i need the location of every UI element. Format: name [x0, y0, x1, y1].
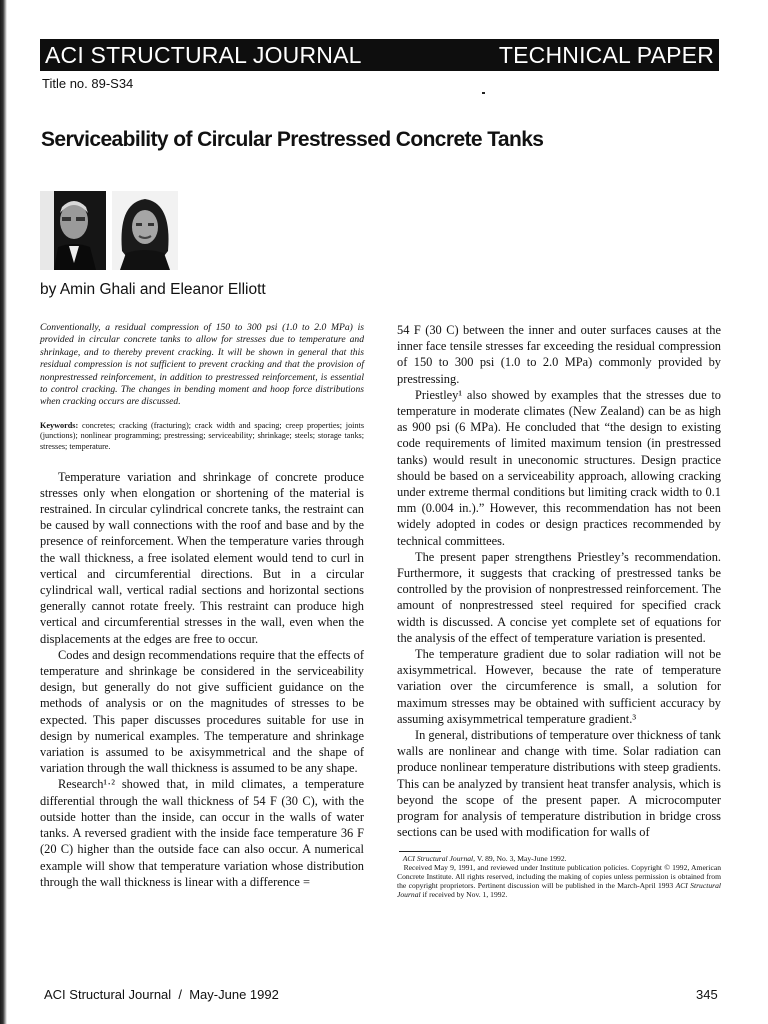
- left-body: [40, 469, 364, 890]
- scan-speck: [482, 92, 485, 94]
- abstract: Conventionally, a residual compression of 150 to 300 psi (1.0 to 2.0 MPa) is provided in circular concrete tanks to allow for stresses due to temperature and shrinkage, and to thereby prevent cracking. It will be shown in general that this residual compression is not sufficient to prevent cracking and that the provision of nonprestressed reinforcement, in addition to prestressed reinforcement, is essential to control cracking. The changes in bending moment and hoop force distributions when cracking occurs are discussed.: [40, 322, 364, 408]
- author-byline: by Amin Ghali and Eleanor Elliott: [40, 281, 266, 298]
- author-photo-elliott: [112, 191, 178, 270]
- paragraph: Research¹·² showed that, in mild climates, a temperature differential through the wall thickness of 54 F (30 C), with the outside hotter than the inside, can occur in the walls of water tanks. A reversed gradient with the inside face temperature 36 F (20 C) higher than the outside face can also occur. A numerical example will show that temperature variation whose distribution through the wall thickness is linear with a difference =: [40, 777, 364, 889]
- footnote-rule: [399, 851, 441, 852]
- paragraph: Temperature variation and shrinkage of concrete produce stresses only when elongation or shortening of the material is restrained. In circular cylindrical concrete tanks, the restraint can be caused by wall connections with the roof and base and by the presence of reinforcement. When the temperature varies through the wall thickness, a free isolated element would tend to curl in vertical and circumferential directions. But in a circular cylindrical wall, vertical radial sections and horizontal sections generally cannot rotate freely. This restraint can produce high vertical and circumferential stresses in the wall, even when the displacements at the edges are free to occur.: [40, 469, 364, 646]
- footnote-volume: V. 89, No. 3, May-June 1992.: [476, 853, 567, 863]
- left-column: [40, 322, 364, 890]
- section-label: TECHNICAL PAPER: [498, 41, 714, 68]
- paragraph: The present paper strengthens Priestley’s recommendation. Furthermore, it suggests that cracking of prestressed tanks be controlled by the provision of nonprestressed reinforcement. The amount of nonprestressed steel required for specified crack width is discussed. A concise yet complete set of equations for the analysis of the effect of temperature variation is presented.: [397, 549, 721, 645]
- scan-edge: [0, 0, 7, 1024]
- paragraph: 54 F (30 C) between the inner and outer surfaces causes at the inner face tensile stresses far exceeding the residual compression of 150 to 300 psi (1.0 to 2.0 MPa) commonly provided by prestressing.: [397, 323, 721, 386]
- footnote-received-text: Received May 9, 1991, and reviewed under Institute publication policies. Copyright © 1992, American Concrete Institute. All rights reserved, including the making of copies unless permission is obtained from the copyright proprietors. Pertinent discussion will be published in the March-April 1993: [397, 862, 721, 891]
- paper-title: Serviceability of Circular Prestressed Concrete Tanks: [41, 128, 544, 151]
- footnote-citation: [397, 854, 721, 863]
- keywords-label: Keywords:: [40, 420, 79, 430]
- portrait-female-icon: [112, 191, 178, 270]
- paragraph: Priestley¹ also showed by examples that the stresses due to temperature in moderate climates (New Zealand) can be as high as 900 psi (6 MPa). He concluded that “the design to existing code requirements of limited maximum tension (in prestressed tanks) would result in uneconomic structures. Design practice should be based on a serviceability approach, allowing cracking under extreme thermal conditions but limiting crack width to 0.1 mm (0.004 in.).” However, this recommendation has not been widely adopted in codes or design practices recommended by technical committees.: [397, 387, 721, 548]
- keywords-text: concretes; cracking (fracturing); crack width and spacing; creep properties; joints (junctions); nonlinear programming; prestressing; serviceability; shrinkage; steels; storage tanks; stresses; temperature.: [40, 420, 365, 452]
- author-photo-ghali: [40, 191, 106, 270]
- right-body: [397, 322, 721, 841]
- footer-journal: [44, 987, 279, 1002]
- paragraph: Codes and design recommendations require that the effects of temperature and shrinkage be considered in the serviceability design, but generally do not give sufficient guidance on the methods of analysis or on the magnitudes of stresses to be expected. This paper discusses procedures suitable for use in design by numerical examples. The temperature and shrinkage variation is assumed to be axisymmetrical and the shape of variation through the wall thickness is assumed to be any shape.: [40, 647, 364, 776]
- footnote-discussion-text: if received by Nov. 1, 1992.: [422, 890, 508, 900]
- footnote-journal: ACI Structural Journal,: [402, 853, 476, 863]
- paragraph: The temperature gradient due to solar radiation will not be axisymmetrical. However, because the rate of temperature variation over the circumference is small, a solution for maximum stresses may be obtained with sufficient accuracy by assuming axisymmetrical temperature gradient.³: [397, 647, 721, 726]
- page-number: 345: [696, 987, 718, 1002]
- journal-name: ACI STRUCTURAL JOURNAL: [45, 41, 362, 68]
- title-number: Title no. 89-S34: [42, 76, 134, 91]
- footnote-discussion-journal: ACI Structural Journal: [397, 881, 721, 900]
- paragraph: In general, distributions of temperature over thickness of tank walls are nonlinear and change with time. Solar radiation can produce nonlinear temperature distributions with steep gradients. This can be analyzed by transient heat transfer analysis, which is beyond the scope of the present paper. A microcomputer program for analysis of temperature distribution in bridge cross sections can be used with modification for walls of: [397, 728, 721, 840]
- footnote-received: [397, 863, 721, 900]
- right-column: [397, 322, 721, 900]
- portrait-male-icon: [40, 191, 106, 270]
- footer-text: ACI Structural Journal / May-June 1992: [44, 987, 279, 1002]
- keywords: [40, 421, 364, 453]
- journal-banner: [40, 39, 719, 71]
